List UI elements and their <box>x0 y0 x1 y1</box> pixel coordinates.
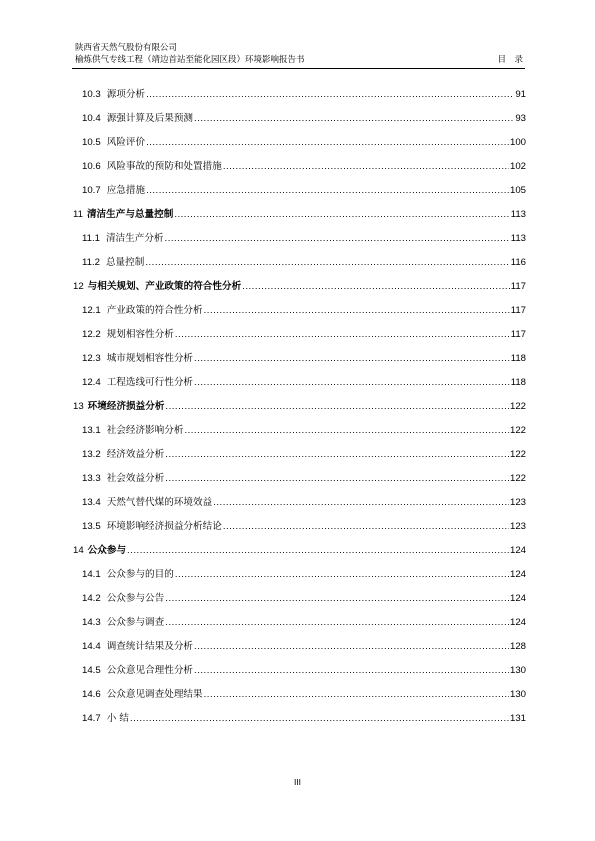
toc-entry-title: 公众参与的目的 <box>106 569 174 580</box>
toc-entry-page: 105 <box>509 185 526 196</box>
toc-entry[interactable] <box>70 182 526 206</box>
toc-leader-dots <box>165 233 510 244</box>
toc-entry[interactable] <box>70 518 526 542</box>
toc-leader-dots <box>184 425 509 436</box>
toc-entry-title: 源强计算及后果预测 <box>106 113 194 124</box>
toc-entry[interactable] <box>70 422 526 446</box>
toc-leader-dots <box>165 449 509 460</box>
toc-entry-title: 城市规划相容性分析 <box>106 353 194 364</box>
toc-entry-page: 117 <box>510 305 526 316</box>
toc-entry[interactable] <box>70 566 526 590</box>
toc-entry[interactable] <box>70 206 526 230</box>
toc-entry-number: 10.6 <box>82 161 101 172</box>
toc-entry[interactable] <box>70 134 526 158</box>
toc-leader-dots <box>223 521 509 532</box>
toc-entry-page: 117 <box>510 329 526 340</box>
toc-entry-number: 14.2 <box>82 593 101 604</box>
toc-entry[interactable] <box>70 542 526 566</box>
toc-entry[interactable] <box>70 470 526 494</box>
toc-entry-number: 10.4 <box>82 113 101 124</box>
toc-entry[interactable] <box>70 494 526 518</box>
toc-entry-title: 应急措施 <box>106 185 146 196</box>
toc-leader-dots <box>242 281 510 292</box>
toc-entry-title: 环境经济损益分析 <box>87 401 165 412</box>
toc-entry-number: 12.3 <box>82 353 101 364</box>
toc-entry[interactable] <box>70 710 526 734</box>
toc-entry-title: 风险事故的预防和处置措施 <box>106 161 222 172</box>
toc-entry[interactable] <box>70 254 526 278</box>
company-name: 陕西省天然气股份有限公司 <box>75 43 178 53</box>
toc-leader-dots <box>223 161 509 172</box>
toc-entry[interactable] <box>70 302 526 326</box>
toc-entry-number: 13.5 <box>82 521 101 532</box>
toc-entry-title: 社会经济影响分析 <box>106 425 184 436</box>
toc-entry-title: 社会效益分析 <box>106 473 165 484</box>
toc-entry-number: 14.7 <box>82 713 101 724</box>
toc-entry-page: 102 <box>509 161 526 172</box>
toc-entry-number: 12.4 <box>82 377 101 388</box>
toc-entry-number: 11 <box>73 209 83 220</box>
toc-entry-title: 源项分析 <box>106 89 146 100</box>
toc-entry[interactable] <box>70 614 526 638</box>
toc-entry-page: 116 <box>510 257 526 268</box>
toc-entry[interactable] <box>70 374 526 398</box>
toc-entry-number: 14.5 <box>82 665 101 676</box>
toc-leader-dots <box>146 185 509 196</box>
toc-leader-dots <box>165 617 509 628</box>
toc-entry-page: 113 <box>510 209 526 220</box>
toc-leader-dots <box>146 137 509 148</box>
toc-entry-page: 122 <box>509 449 526 460</box>
toc-entry-number: 10.5 <box>82 137 101 148</box>
toc-entry-number: 13.2 <box>82 449 101 460</box>
toc-entry[interactable] <box>70 686 526 710</box>
toc-entry[interactable] <box>70 158 526 182</box>
toc-entry-number: 10.3 <box>82 89 101 100</box>
toc-entry-page: 130 <box>509 665 526 676</box>
toc-entry-number: 12.2 <box>82 329 101 340</box>
toc-entry-number: 13.1 <box>82 425 101 436</box>
project-title: 榆炼供气专线工程（靖边首站至能化园区段）环境影响报告书 <box>75 55 305 65</box>
toc-leader-dots <box>165 473 509 484</box>
toc-leader-dots <box>146 89 514 100</box>
toc-entry[interactable] <box>70 326 526 350</box>
toc-entry-title: 工程选线可行性分析 <box>106 377 194 388</box>
toc-entry-page: 123 <box>509 521 526 532</box>
toc-entry-number: 14.4 <box>82 641 101 652</box>
toc-entry-title: 清洁生产分析 <box>105 233 164 244</box>
toc-entry-title: 公众意见合理性分析 <box>106 665 194 676</box>
toc-leader-dots <box>174 209 509 220</box>
toc-entry[interactable] <box>70 350 526 374</box>
page-number: III <box>293 777 302 787</box>
toc-entry-title: 公众参与调查 <box>106 617 165 628</box>
toc-entry-title: 与相关规划、产业政策的符合性分析 <box>87 281 242 292</box>
toc-entry-page: 130 <box>509 689 526 700</box>
toc-entry-number: 14 <box>73 545 84 556</box>
toc-entry[interactable] <box>70 398 526 422</box>
toc-entry-number: 14.1 <box>82 569 101 580</box>
toc-entry-number: 13 <box>73 401 84 412</box>
toc-entry-page: 124 <box>509 617 526 628</box>
toc-entry[interactable] <box>70 638 526 662</box>
toc-entry[interactable] <box>70 110 526 134</box>
toc-entry-page: 117 <box>510 281 526 292</box>
toc-entry-page: 123 <box>509 497 526 508</box>
toc-entry-page: 118 <box>510 377 526 388</box>
toc-leader-dots <box>213 497 509 508</box>
toc-entry[interactable] <box>70 662 526 686</box>
toc-leader-dots <box>194 377 510 388</box>
toc-entry-title: 清洁生产与总量控制 <box>86 209 174 220</box>
toc-entry-number: 12 <box>73 281 84 292</box>
toc-leader-dots <box>130 713 509 724</box>
toc-entry-title: 风险评价 <box>106 137 146 148</box>
toc-leader-dots <box>127 545 509 556</box>
toc-entry-title: 规划相容性分析 <box>106 329 174 340</box>
toc-entry-page: 113 <box>510 233 526 244</box>
toc-entry-page: 93 <box>515 113 526 124</box>
toc-entry-page: 122 <box>509 401 526 412</box>
toc-leader-dots <box>204 689 509 700</box>
toc-entry[interactable] <box>70 278 526 302</box>
toc-entry-title: 产业政策的符合性分析 <box>106 305 203 316</box>
toc-entry-page: 122 <box>509 425 526 436</box>
toc-leader-dots <box>194 665 509 676</box>
toc-entry-page: 91 <box>515 89 526 100</box>
toc-entry[interactable] <box>70 590 526 614</box>
toc-leader-dots <box>145 257 509 268</box>
section-label: 目 录 <box>497 55 523 65</box>
toc-entry-page: 131 <box>509 713 526 724</box>
toc-leader-dots <box>194 641 509 652</box>
toc-entry-number: 14.3 <box>82 617 101 628</box>
page-header <box>75 42 523 66</box>
toc-entry-title: 小 结 <box>106 713 129 724</box>
toc-leader-dots <box>175 329 510 340</box>
toc-entry-number: 11.1 <box>82 233 100 244</box>
toc-entry-number: 11.2 <box>82 257 100 268</box>
toc-entry-title: 公众意见调查处理结果 <box>106 689 203 700</box>
toc-entry-title: 公众参与公告 <box>106 593 165 604</box>
toc-entry-page: 124 <box>509 545 526 556</box>
toc-entry-title: 总量控制 <box>105 257 145 268</box>
toc-leader-dots <box>175 569 509 580</box>
toc-entry-title: 调查统计结果及分析 <box>106 641 194 652</box>
table-of-contents <box>70 86 526 734</box>
toc-leader-dots <box>165 593 509 604</box>
toc-entry-title: 经济效益分析 <box>106 449 165 460</box>
toc-entry[interactable] <box>70 230 526 254</box>
toc-entry[interactable] <box>70 446 526 470</box>
toc-entry-number: 13.3 <box>82 473 101 484</box>
toc-entry[interactable] <box>70 86 526 110</box>
toc-entry-title: 环境影响经济损益分析结论 <box>106 521 222 532</box>
header-divider <box>72 68 525 69</box>
toc-entry-page: 100 <box>509 137 526 148</box>
toc-leader-dots <box>194 353 510 364</box>
toc-entry-number: 12.1 <box>82 305 101 316</box>
toc-entry-page: 124 <box>509 593 526 604</box>
toc-entry-number: 13.4 <box>82 497 101 508</box>
toc-entry-page: 122 <box>509 473 526 484</box>
toc-entry-page: 124 <box>509 569 526 580</box>
toc-entry-number: 10.7 <box>82 185 101 196</box>
toc-leader-dots <box>204 305 510 316</box>
toc-entry-title: 公众参与 <box>87 545 127 556</box>
toc-leader-dots <box>165 401 509 412</box>
toc-entry-page: 128 <box>509 641 526 652</box>
toc-entry-number: 14.6 <box>82 689 101 700</box>
toc-leader-dots <box>194 113 514 124</box>
toc-entry-page: 118 <box>510 353 526 364</box>
toc-entry-title: 天然气替代煤的环境效益 <box>106 497 213 508</box>
